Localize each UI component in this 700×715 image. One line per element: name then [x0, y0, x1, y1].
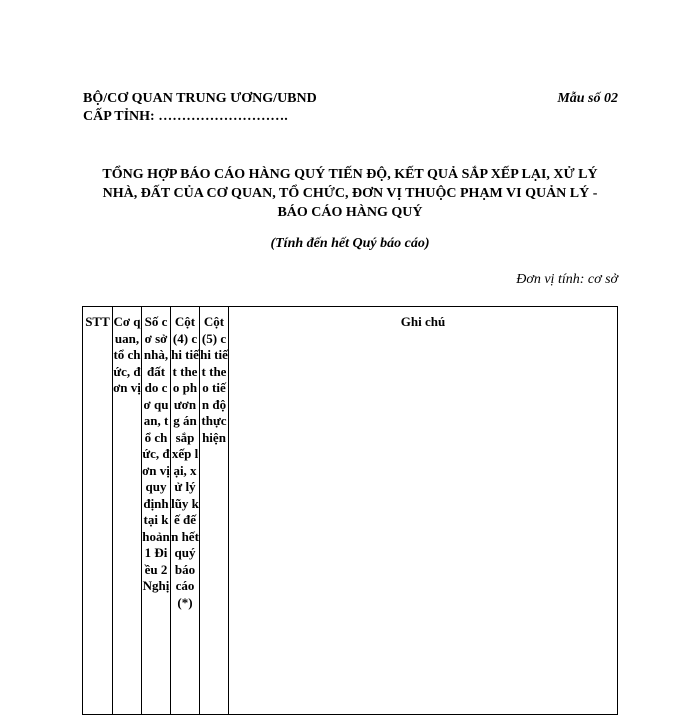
title-line-2: NHÀ, ĐẤT CỦA CƠ QUAN, TỔ CHỨC, ĐƠN VỊ THUỘC PHẠM VI QUẢN LÝ - — [102, 186, 598, 201]
table-header-row — [83, 307, 618, 715]
report-table — [82, 306, 618, 715]
title-line-3: BÁO CÁO HÀNG QUÝ — [277, 205, 423, 220]
header-column-5-detail: Cột (5) chi tiết theo tiến độ thực hiện — [200, 307, 229, 715]
unit-of-measure: Đơn vị tính: cơ sở — [516, 272, 618, 287]
header-stt: STT — [83, 307, 113, 715]
form-number: Mẫu số 02 — [557, 91, 618, 106]
header-column-4-detail: Cột (4) chi tiết theo phương án sắp xếp lại, xử lý lũy kế đến hết quý báo cáo (*) — [171, 307, 200, 715]
province-level-line: CẤP TỈNH: ………………………. — [83, 109, 288, 124]
document-title — [70, 165, 630, 222]
header-property-count: Số cơ sở nhà, đất do cơ quan, tổ chức, đơn vị quy định tại khoản 1 Điều 2 Nghị — [142, 307, 171, 715]
organization-header — [83, 90, 317, 126]
header-organization: Cơ quan, tổ chức, đơn vị — [113, 307, 142, 715]
header-notes: Ghi chú — [229, 307, 618, 715]
organization-name: BỘ/CƠ QUAN TRUNG ƯƠNG/UBND — [83, 91, 317, 106]
reporting-period-note: (Tính đến hết Quý báo cáo) — [270, 236, 430, 251]
title-line-1: TỔNG HỢP BÁO CÁO HÀNG QUÝ TIẾN ĐỘ, KẾT QUẢ SẮP XẾP LẠI, XỬ LÝ — [102, 167, 598, 182]
